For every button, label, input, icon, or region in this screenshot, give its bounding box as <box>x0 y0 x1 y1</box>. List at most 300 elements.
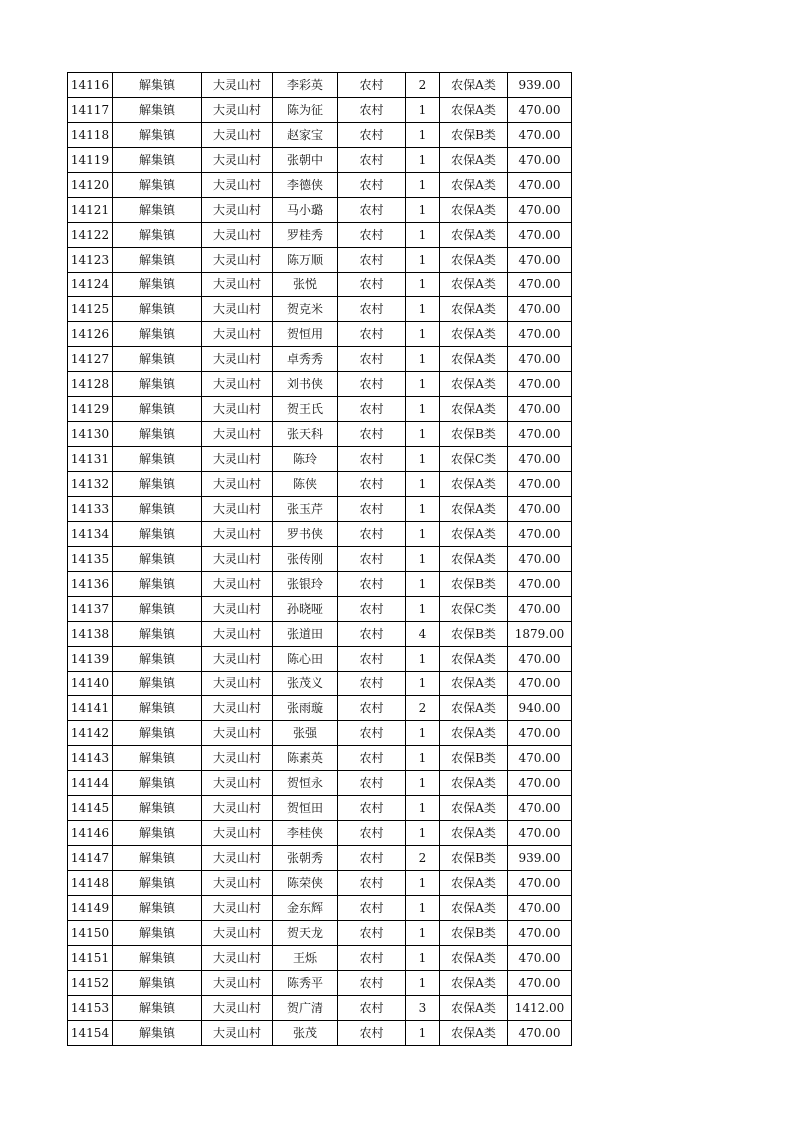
village-cell: 大灵山村 <box>202 222 273 247</box>
person-count-cell: 4 <box>406 621 440 646</box>
insurance-category-cell: 农保B类 <box>440 422 508 447</box>
amount-cell: 470.00 <box>508 97 572 122</box>
town-cell: 解集镇 <box>113 222 202 247</box>
household-type-cell: 农村 <box>338 970 406 995</box>
record-id-cell: 14141 <box>68 696 113 721</box>
name-cell: 张茂义 <box>273 671 338 696</box>
person-count-cell: 1 <box>406 147 440 172</box>
household-type-cell: 农村 <box>338 746 406 771</box>
table-row <box>68 945 572 970</box>
amount-cell: 470.00 <box>508 521 572 546</box>
amount-cell: 470.00 <box>508 172 572 197</box>
amount-cell: 470.00 <box>508 771 572 796</box>
town-cell: 解集镇 <box>113 197 202 222</box>
person-count-cell: 1 <box>406 372 440 397</box>
amount-cell: 470.00 <box>508 247 572 272</box>
household-type-cell: 农村 <box>338 895 406 920</box>
name-cell: 陈玲 <box>273 447 338 472</box>
insurance-category-cell: 农保A类 <box>440 197 508 222</box>
name-cell: 金东辉 <box>273 895 338 920</box>
name-cell: 卓秀秀 <box>273 347 338 372</box>
town-cell: 解集镇 <box>113 995 202 1020</box>
household-type-cell: 农村 <box>338 172 406 197</box>
person-count-cell: 1 <box>406 97 440 122</box>
town-cell: 解集镇 <box>113 247 202 272</box>
insurance-category-cell: 农保A类 <box>440 1020 508 1045</box>
insurance-category-cell: 农保A类 <box>440 796 508 821</box>
name-cell: 赵家宝 <box>273 122 338 147</box>
table-row <box>68 422 572 447</box>
household-type-cell: 农村 <box>338 247 406 272</box>
household-type-cell: 农村 <box>338 73 406 98</box>
village-cell: 大灵山村 <box>202 920 273 945</box>
town-cell: 解集镇 <box>113 671 202 696</box>
insurance-category-cell: 农保A类 <box>440 322 508 347</box>
town-cell: 解集镇 <box>113 147 202 172</box>
person-count-cell: 1 <box>406 422 440 447</box>
amount-cell: 470.00 <box>508 746 572 771</box>
town-cell: 解集镇 <box>113 970 202 995</box>
table-row <box>68 222 572 247</box>
amount-cell: 1412.00 <box>508 995 572 1020</box>
village-cell: 大灵山村 <box>202 671 273 696</box>
table-row <box>68 1020 572 1045</box>
person-count-cell: 1 <box>406 970 440 995</box>
record-id-cell: 14117 <box>68 97 113 122</box>
amount-cell: 470.00 <box>508 147 572 172</box>
town-cell: 解集镇 <box>113 771 202 796</box>
record-id-cell: 14130 <box>68 422 113 447</box>
town-cell: 解集镇 <box>113 297 202 322</box>
record-id-cell: 14124 <box>68 272 113 297</box>
name-cell: 张道田 <box>273 621 338 646</box>
insurance-category-cell: 农保B类 <box>440 746 508 771</box>
table-row <box>68 272 572 297</box>
household-type-cell: 农村 <box>338 696 406 721</box>
record-id-cell: 14151 <box>68 945 113 970</box>
village-cell: 大灵山村 <box>202 871 273 896</box>
town-cell: 解集镇 <box>113 447 202 472</box>
insurance-category-cell: 农保B类 <box>440 621 508 646</box>
table-row <box>68 920 572 945</box>
table-row <box>68 571 572 596</box>
amount-cell: 470.00 <box>508 796 572 821</box>
name-cell: 张悦 <box>273 272 338 297</box>
household-type-cell: 农村 <box>338 721 406 746</box>
village-cell: 大灵山村 <box>202 546 273 571</box>
person-count-cell: 3 <box>406 995 440 1020</box>
table-row <box>68 771 572 796</box>
person-count-cell: 1 <box>406 1020 440 1045</box>
village-cell: 大灵山村 <box>202 895 273 920</box>
insurance-category-cell: 农保A类 <box>440 771 508 796</box>
household-type-cell: 农村 <box>338 222 406 247</box>
name-cell: 贺天龙 <box>273 920 338 945</box>
person-count-cell: 2 <box>406 696 440 721</box>
record-id-cell: 14122 <box>68 222 113 247</box>
person-count-cell: 1 <box>406 347 440 372</box>
amount-cell: 470.00 <box>508 397 572 422</box>
record-id-cell: 14153 <box>68 995 113 1020</box>
town-cell: 解集镇 <box>113 272 202 297</box>
insurance-category-cell: 农保A类 <box>440 546 508 571</box>
insurance-category-cell: 农保A类 <box>440 347 508 372</box>
village-cell: 大灵山村 <box>202 147 273 172</box>
person-count-cell: 1 <box>406 871 440 896</box>
record-id-cell: 14134 <box>68 521 113 546</box>
household-type-cell: 农村 <box>338 496 406 521</box>
record-id-cell: 14139 <box>68 646 113 671</box>
table-row <box>68 397 572 422</box>
amount-cell: 470.00 <box>508 671 572 696</box>
name-cell: 张银玲 <box>273 571 338 596</box>
town-cell: 解集镇 <box>113 646 202 671</box>
record-id-cell: 14135 <box>68 546 113 571</box>
village-cell: 大灵山村 <box>202 297 273 322</box>
name-cell: 贺恒用 <box>273 322 338 347</box>
person-count-cell: 1 <box>406 646 440 671</box>
amount-cell: 470.00 <box>508 895 572 920</box>
household-type-cell: 农村 <box>338 671 406 696</box>
town-cell: 解集镇 <box>113 521 202 546</box>
person-count-cell: 1 <box>406 596 440 621</box>
insurance-category-cell: 农保A类 <box>440 646 508 671</box>
insurance-category-cell: 农保A类 <box>440 995 508 1020</box>
person-count-cell: 1 <box>406 821 440 846</box>
village-cell: 大灵山村 <box>202 197 273 222</box>
table-row <box>68 496 572 521</box>
person-count-cell: 1 <box>406 721 440 746</box>
household-type-cell: 农村 <box>338 372 406 397</box>
insurance-category-cell: 农保A类 <box>440 397 508 422</box>
name-cell: 王烁 <box>273 945 338 970</box>
name-cell: 张天科 <box>273 422 338 447</box>
village-cell: 大灵山村 <box>202 322 273 347</box>
table-row <box>68 197 572 222</box>
town-cell: 解集镇 <box>113 621 202 646</box>
table-row <box>68 796 572 821</box>
village-cell: 大灵山村 <box>202 521 273 546</box>
village-cell: 大灵山村 <box>202 596 273 621</box>
table-row <box>68 846 572 871</box>
village-cell: 大灵山村 <box>202 347 273 372</box>
town-cell: 解集镇 <box>113 372 202 397</box>
name-cell: 张朝秀 <box>273 846 338 871</box>
table-row <box>68 721 572 746</box>
village-cell: 大灵山村 <box>202 472 273 497</box>
household-type-cell: 农村 <box>338 796 406 821</box>
insurance-category-cell: 农保B类 <box>440 122 508 147</box>
record-id-cell: 14144 <box>68 771 113 796</box>
amount-cell: 939.00 <box>508 846 572 871</box>
household-type-cell: 农村 <box>338 945 406 970</box>
household-type-cell: 农村 <box>338 422 406 447</box>
town-cell: 解集镇 <box>113 496 202 521</box>
table-row <box>68 970 572 995</box>
amount-cell: 470.00 <box>508 222 572 247</box>
village-cell: 大灵山村 <box>202 995 273 1020</box>
record-id-cell: 14127 <box>68 347 113 372</box>
record-id-cell: 14120 <box>68 172 113 197</box>
table-row <box>68 995 572 1020</box>
village-cell: 大灵山村 <box>202 422 273 447</box>
person-count-cell: 2 <box>406 846 440 871</box>
village-cell: 大灵山村 <box>202 796 273 821</box>
name-cell: 贺王氏 <box>273 397 338 422</box>
insurance-category-cell: 农保A类 <box>440 172 508 197</box>
record-id-cell: 14138 <box>68 621 113 646</box>
name-cell: 孙晓哑 <box>273 596 338 621</box>
amount-cell: 470.00 <box>508 372 572 397</box>
town-cell: 解集镇 <box>113 97 202 122</box>
record-id-cell: 14128 <box>68 372 113 397</box>
name-cell: 马小璐 <box>273 197 338 222</box>
household-type-cell: 农村 <box>338 97 406 122</box>
household-type-cell: 农村 <box>338 147 406 172</box>
roster-table-body <box>68 73 572 1046</box>
household-type-cell: 农村 <box>338 322 406 347</box>
town-cell: 解集镇 <box>113 696 202 721</box>
amount-cell: 470.00 <box>508 472 572 497</box>
insurance-category-cell: 农保C类 <box>440 596 508 621</box>
table-row <box>68 746 572 771</box>
town-cell: 解集镇 <box>113 397 202 422</box>
town-cell: 解集镇 <box>113 871 202 896</box>
record-id-cell: 14146 <box>68 821 113 846</box>
name-cell: 张玉芹 <box>273 496 338 521</box>
insurance-category-cell: 农保C类 <box>440 447 508 472</box>
record-id-cell: 14132 <box>68 472 113 497</box>
name-cell: 陈素英 <box>273 746 338 771</box>
household-type-cell: 农村 <box>338 871 406 896</box>
household-type-cell: 农村 <box>338 197 406 222</box>
amount-cell: 470.00 <box>508 871 572 896</box>
table-row <box>68 122 572 147</box>
record-id-cell: 14154 <box>68 1020 113 1045</box>
table-row <box>68 147 572 172</box>
town-cell: 解集镇 <box>113 1020 202 1045</box>
household-type-cell: 农村 <box>338 1020 406 1045</box>
person-count-cell: 2 <box>406 73 440 98</box>
household-type-cell: 农村 <box>338 846 406 871</box>
amount-cell: 470.00 <box>508 197 572 222</box>
person-count-cell: 1 <box>406 397 440 422</box>
record-id-cell: 14118 <box>68 122 113 147</box>
town-cell: 解集镇 <box>113 472 202 497</box>
table-row <box>68 521 572 546</box>
insurance-category-cell: 农保A类 <box>440 721 508 746</box>
table-row <box>68 596 572 621</box>
person-count-cell: 1 <box>406 496 440 521</box>
record-id-cell: 14136 <box>68 571 113 596</box>
person-count-cell: 1 <box>406 671 440 696</box>
record-id-cell: 14129 <box>68 397 113 422</box>
village-cell: 大灵山村 <box>202 372 273 397</box>
amount-cell: 470.00 <box>508 322 572 347</box>
table-row <box>68 895 572 920</box>
town-cell: 解集镇 <box>113 73 202 98</box>
village-cell: 大灵山村 <box>202 571 273 596</box>
record-id-cell: 14121 <box>68 197 113 222</box>
person-count-cell: 1 <box>406 771 440 796</box>
household-type-cell: 农村 <box>338 546 406 571</box>
household-type-cell: 农村 <box>338 571 406 596</box>
town-cell: 解集镇 <box>113 322 202 347</box>
table-row <box>68 871 572 896</box>
village-cell: 大灵山村 <box>202 122 273 147</box>
insurance-category-cell: 农保A类 <box>440 496 508 521</box>
record-id-cell: 14123 <box>68 247 113 272</box>
record-id-cell: 14140 <box>68 671 113 696</box>
insurance-category-cell: 农保B类 <box>440 920 508 945</box>
name-cell: 罗书侠 <box>273 521 338 546</box>
town-cell: 解集镇 <box>113 596 202 621</box>
village-cell: 大灵山村 <box>202 696 273 721</box>
household-type-cell: 农村 <box>338 447 406 472</box>
amount-cell: 470.00 <box>508 447 572 472</box>
town-cell: 解集镇 <box>113 571 202 596</box>
name-cell: 贺广清 <box>273 995 338 1020</box>
household-type-cell: 农村 <box>338 821 406 846</box>
insurance-category-cell: 农保A类 <box>440 871 508 896</box>
record-id-cell: 14125 <box>68 297 113 322</box>
amount-cell: 470.00 <box>508 272 572 297</box>
name-cell: 李桂侠 <box>273 821 338 846</box>
amount-cell: 470.00 <box>508 721 572 746</box>
record-id-cell: 14143 <box>68 746 113 771</box>
table-row <box>68 671 572 696</box>
name-cell: 陈侠 <box>273 472 338 497</box>
household-type-cell: 农村 <box>338 472 406 497</box>
town-cell: 解集镇 <box>113 945 202 970</box>
table-row <box>68 247 572 272</box>
amount-cell: 470.00 <box>508 571 572 596</box>
table-row <box>68 621 572 646</box>
name-cell: 罗桂秀 <box>273 222 338 247</box>
person-count-cell: 1 <box>406 521 440 546</box>
village-cell: 大灵山村 <box>202 970 273 995</box>
town-cell: 解集镇 <box>113 122 202 147</box>
insurance-category-cell: 农保A类 <box>440 472 508 497</box>
name-cell: 张传刚 <box>273 546 338 571</box>
amount-cell: 470.00 <box>508 297 572 322</box>
table-row <box>68 821 572 846</box>
name-cell: 贺恒田 <box>273 796 338 821</box>
table-row <box>68 347 572 372</box>
person-count-cell: 1 <box>406 746 440 771</box>
village-cell: 大灵山村 <box>202 73 273 98</box>
town-cell: 解集镇 <box>113 172 202 197</box>
person-count-cell: 1 <box>406 247 440 272</box>
amount-cell: 470.00 <box>508 920 572 945</box>
household-type-cell: 农村 <box>338 621 406 646</box>
person-count-cell: 1 <box>406 122 440 147</box>
insurance-category-cell: 农保A类 <box>440 895 508 920</box>
village-cell: 大灵山村 <box>202 172 273 197</box>
insurance-category-cell: 农保A类 <box>440 147 508 172</box>
record-id-cell: 14116 <box>68 73 113 98</box>
village-cell: 大灵山村 <box>202 1020 273 1045</box>
town-cell: 解集镇 <box>113 821 202 846</box>
insurance-category-cell: 农保A类 <box>440 222 508 247</box>
name-cell: 张强 <box>273 721 338 746</box>
household-type-cell: 农村 <box>338 646 406 671</box>
amount-cell: 470.00 <box>508 945 572 970</box>
record-id-cell: 14126 <box>68 322 113 347</box>
name-cell: 贺克米 <box>273 297 338 322</box>
name-cell: 张茂 <box>273 1020 338 1045</box>
record-id-cell: 14137 <box>68 596 113 621</box>
amount-cell: 940.00 <box>508 696 572 721</box>
village-cell: 大灵山村 <box>202 397 273 422</box>
insurance-category-cell: 农保A类 <box>440 970 508 995</box>
name-cell: 陈秀平 <box>273 970 338 995</box>
amount-cell: 470.00 <box>508 1020 572 1045</box>
village-cell: 大灵山村 <box>202 721 273 746</box>
village-cell: 大灵山村 <box>202 247 273 272</box>
household-type-cell: 农村 <box>338 771 406 796</box>
name-cell: 陈为征 <box>273 97 338 122</box>
record-id-cell: 14131 <box>68 447 113 472</box>
name-cell: 张朝中 <box>273 147 338 172</box>
person-count-cell: 1 <box>406 945 440 970</box>
village-cell: 大灵山村 <box>202 97 273 122</box>
village-cell: 大灵山村 <box>202 746 273 771</box>
town-cell: 解集镇 <box>113 846 202 871</box>
amount-cell: 470.00 <box>508 821 572 846</box>
person-count-cell: 1 <box>406 472 440 497</box>
table-row <box>68 172 572 197</box>
table-row <box>68 646 572 671</box>
town-cell: 解集镇 <box>113 746 202 771</box>
table-row <box>68 472 572 497</box>
insurance-category-cell: 农保A类 <box>440 97 508 122</box>
town-cell: 解集镇 <box>113 721 202 746</box>
household-type-cell: 农村 <box>338 397 406 422</box>
person-count-cell: 1 <box>406 322 440 347</box>
village-cell: 大灵山村 <box>202 821 273 846</box>
household-type-cell: 农村 <box>338 272 406 297</box>
household-type-cell: 农村 <box>338 596 406 621</box>
insurance-category-cell: 农保A类 <box>440 521 508 546</box>
amount-cell: 470.00 <box>508 347 572 372</box>
record-id-cell: 14133 <box>68 496 113 521</box>
insurance-category-cell: 农保A类 <box>440 821 508 846</box>
person-count-cell: 1 <box>406 197 440 222</box>
insurance-category-cell: 农保A类 <box>440 247 508 272</box>
town-cell: 解集镇 <box>113 796 202 821</box>
roster-table <box>67 72 572 1046</box>
insurance-category-cell: 农保A类 <box>440 372 508 397</box>
name-cell: 陈心田 <box>273 646 338 671</box>
amount-cell: 1879.00 <box>508 621 572 646</box>
name-cell: 李彩英 <box>273 73 338 98</box>
insurance-category-cell: 农保A类 <box>440 272 508 297</box>
name-cell: 刘书侠 <box>273 372 338 397</box>
village-cell: 大灵山村 <box>202 272 273 297</box>
record-id-cell: 14150 <box>68 920 113 945</box>
household-type-cell: 农村 <box>338 521 406 546</box>
amount-cell: 470.00 <box>508 970 572 995</box>
village-cell: 大灵山村 <box>202 621 273 646</box>
insurance-category-cell: 农保B类 <box>440 846 508 871</box>
household-type-cell: 农村 <box>338 995 406 1020</box>
name-cell: 贺恒永 <box>273 771 338 796</box>
person-count-cell: 1 <box>406 222 440 247</box>
amount-cell: 470.00 <box>508 596 572 621</box>
person-count-cell: 1 <box>406 920 440 945</box>
insurance-category-cell: 农保B类 <box>440 571 508 596</box>
